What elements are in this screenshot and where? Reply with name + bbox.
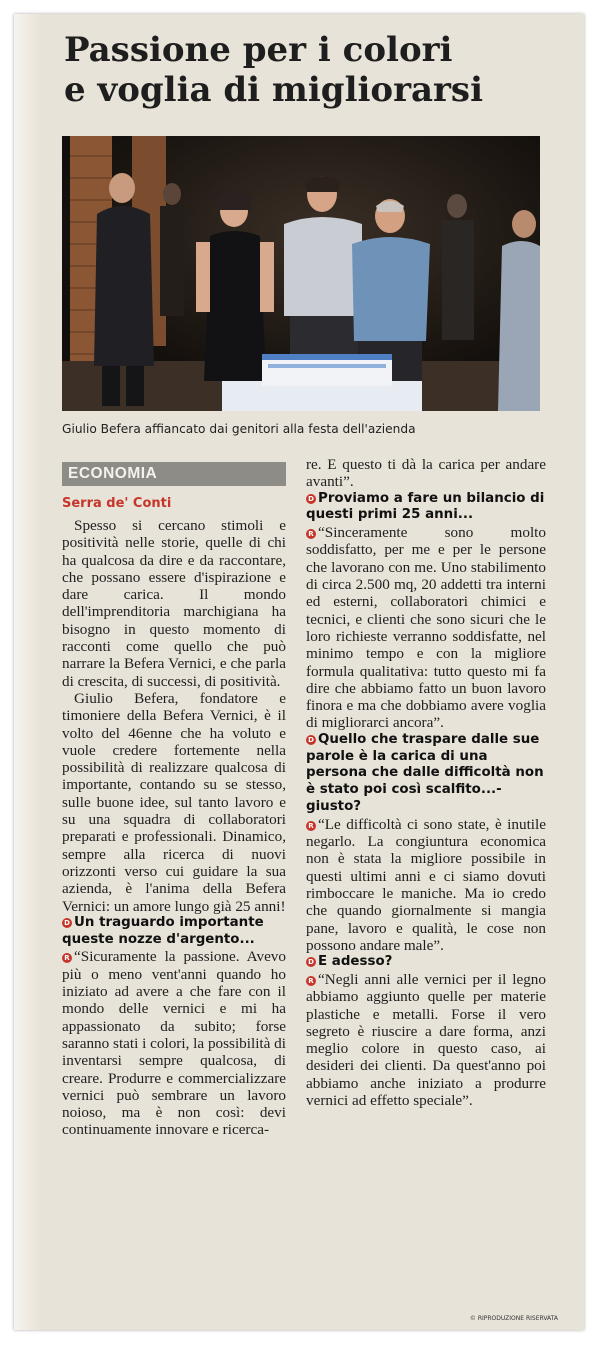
question-marker-icon: D [306,957,316,967]
interview-answer-continued: re. E questo ti dà la carica per andare avanti”. [306,456,546,491]
article-paragraph: Giulio Befera, fondatore e timoniere della Befera Vernici, è il volto del 46enne che ha voluto e vuole credere fortemente nella possibilità di realizzare qualcosa di importante, contando su se stesso, sulle buone idee, sul tanto lavoro e su una squadra di collaboratori preparati e professionali. Dinamico, sempre alla ricerca di nuovi orizzonti verso cui guidare la sua azienda, è l'anima della Befera Vernici: un amore lungo già 25 anni! [62,689,286,915]
answer-marker-icon: R [306,976,316,986]
headline-line-1: Passione per i colori [64,30,453,70]
interview-answer: R “Le difficoltà ci sono state, è inutile negarlo. La congiuntura economica non è stata la migliore possibile in questi ultimi anni e ci siamo dovuti rimboccare le maniche. Ma io credo che quando giornalmente si mangia pane, lavoro e qualità, le cose non possono andare male”. [306,815,546,954]
answer-marker-icon: R [306,529,316,539]
newspaper-clipping [14,14,584,1330]
headline [64,30,564,110]
interview-answer: R “Negli anni alle vernici per il legno abbiamo aggiunto quelle per materie plastiche e metalli. Forse il vero segreto è riuscire a dare forma, anzi meglio colore in questo caso, ai desideri dei clienti. Da quest'anno poi abbiamo anche iniziato a produrre vernici ad effetto speciale”. [306,970,546,1109]
answer-marker-icon: R [62,953,72,963]
section-banner [62,462,286,486]
article-location: Serra de' Conti [62,496,172,511]
interview-question: D Proviamo a fare un bilancio di questi primi 25 anni... [306,490,545,523]
headline-line-2: e voglia di migliorarsi [64,70,483,110]
photo-caption: Giulio Befera affiancato dai genitori alla festa dell'azienda [62,422,416,436]
page-edge-strip [14,14,40,1330]
article-column-left [62,517,286,1139]
question-marker-icon: D [306,494,316,504]
interview-question: D Un traguardo importante queste nozze d'argento... [62,914,264,947]
answer-marker-icon: R [306,821,316,831]
article-paragraph: Spesso si cercano stimoli e positività nelle storie, quelle di chi ha qualcosa da dire e da raccontare, che possano essere d'ispirazione e dare carica. Il mondo dell'imprenditoria marchigiana ha bisogno in questo momento di racconti come quello che può narrare la Befera Vernici, e che parla di crescita, di successi, di positività. [62,517,286,690]
section-label: ECONOMIA [68,465,158,482]
question-marker-icon: D [62,918,72,928]
interview-answer: R “Sicuramente la passione. Avevo più o meno vent'anni quando ho iniziato ad avere a che fare con il mondo delle vernici e mi ha appassionato da subito; forse saranno stati i colori, la possibilità di inventarsi sempre qualcosa, di creare. Produrre e commercializzare vernici può sembrare un lavoro noioso, ma è non così: devi continuamente innovare e ricerca- [62,948,286,1139]
interview-question: D Quello che traspare dalle sue parole è la carica di una persona che dalle difficoltà non è stato poi così scalfito...-giusto? [306,731,544,814]
copyright-notice: © RIPRODUZIONE RISERVATA [469,1315,558,1322]
article-photo [62,136,540,411]
interview-question: D E adesso? [306,954,546,971]
interview-answer: R “Sinceramente sono molto soddisfatto, per me e per le persone che lavorano con me. Uno stabilimento di circa 2.500 mq, 20 addetti tra interni ed esterni, collaboratori chimici e tecnici, e clienti che sono sicuri che le loro richieste verranno soddisfatte, nel minimo tempo e con la migliore formula qualitativa: tutto questo mi fa dire che abbiamo fatto un buon lavoro finora e ma che dobbiamo avere voglia di migliorarci ancora”. [306,524,546,732]
article-column-right [306,456,546,1109]
question-marker-icon: D [306,735,316,745]
